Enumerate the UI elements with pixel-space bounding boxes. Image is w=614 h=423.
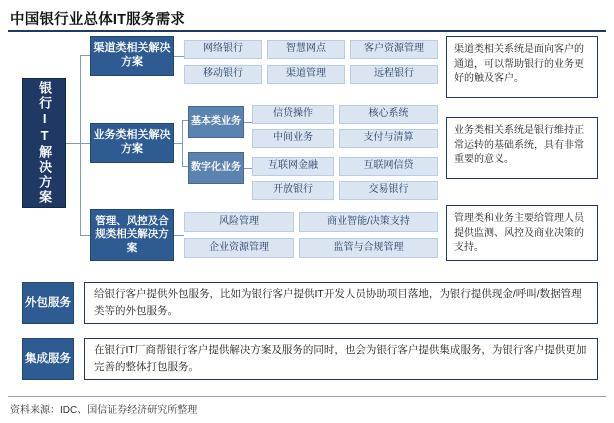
branch-tick-2 (80, 143, 90, 144)
root-node (22, 78, 66, 208)
branch-2-sub0-item-0-label: 信贷操作 (273, 108, 313, 120)
branch-1-label: 渠道类相关解决方案 (93, 42, 171, 68)
branch-1-item-3 (184, 65, 262, 84)
branch-3-note (446, 205, 598, 261)
branch-2-sub0-item-1-label: 核心系统 (368, 108, 409, 120)
branch-spine (80, 55, 81, 143)
service-1-node (22, 282, 74, 324)
service-1-label: 外包服务 (25, 296, 71, 309)
branch-3-label: 管理、风控及合规类相关解决方案 (95, 215, 169, 254)
branch-3-note-text: 管理类和业务主要给管理人员提供监测、风控及商业决策的支持。 (454, 213, 584, 253)
branch-2-subgroup-0-label: 基本类业务 (191, 115, 241, 127)
branch-tick-3 (80, 235, 90, 236)
branch-1-item-4 (267, 65, 345, 84)
branch-2-sub1-connector (244, 168, 252, 169)
branch-2-sub1-item-1 (339, 157, 438, 176)
branch-2-sub0-connector (244, 122, 252, 123)
branch-spine-lower (80, 143, 81, 235)
branch-1-item-3-label: 移动银行 (203, 68, 243, 80)
branch-3-item-1-label: 商业智能/决策支持 (327, 215, 410, 227)
service-2-note-text: 在银行IT厂商帮银行客户提供解决方案及服务的同时，也会为银行客户提供集成服务，为银行客户提供更加完善的整体打包服务。 (94, 344, 587, 373)
branch-2-note (446, 117, 598, 179)
service-2-note (84, 338, 598, 380)
branch-1-note-text: 渠道类相关系统是面向客户的通道，可以帮助银行的业务更好的触及客户。 (454, 44, 584, 84)
branch-3-item-0-label: 风险管理 (219, 215, 259, 227)
branch-1-item-1-label: 智慧网点 (286, 43, 326, 55)
branch-2-sub1-item-2 (252, 181, 334, 200)
source-note: 资料来源：IDC、国信证券经济研究所整理 (10, 405, 198, 416)
branch-1-item-5-label: 远程银行 (374, 68, 414, 80)
branch-2-sub0-item-3-label: 支付与清算 (363, 132, 414, 144)
service-2-label: 集成服务 (25, 352, 71, 365)
service-1-note-text: 给银行客户提供外包服务，比如为银行客户提供IT开发人员协助项目落地，为银行提供现金/呼叫/数据管理类等的外包服务。 (94, 288, 582, 317)
branch-1-node (90, 36, 174, 76)
branch-3-item-3 (299, 238, 438, 258)
branch-tick-1 (80, 55, 90, 56)
footer-divider (8, 396, 606, 397)
branch-2-sub1-item-3 (339, 181, 438, 200)
root-connector (66, 143, 80, 144)
title-divider (8, 30, 606, 32)
branch-1-note (446, 36, 598, 98)
branch-3-item-3-label: 监管与合规管理 (333, 241, 404, 253)
service-2-node (22, 338, 74, 380)
branch-2-sub0-item-2-label: 中间业务 (273, 132, 313, 144)
branch-2-sub1-item-0 (252, 157, 334, 176)
service-1-note (84, 282, 598, 324)
branch-2-sub1-item-2-label: 开放银行 (273, 184, 313, 196)
branch-3-connector (174, 235, 184, 236)
branch-2-note-text: 业务类相关系统是银行维持正常运转的基础系统，具有非常重要的意义。 (454, 125, 584, 165)
branch-2-sub0-item-2 (252, 129, 334, 148)
branch-1-item-2 (350, 40, 438, 59)
branch-2-connector (174, 143, 182, 144)
branch-3-item-1 (299, 212, 438, 232)
branch-3-item-0 (184, 212, 294, 232)
branch-2-node (90, 123, 174, 163)
branch-1-item-2-label: 客户资源管理 (364, 43, 424, 55)
branch-2-sub0-item-1 (339, 105, 438, 124)
branch-1-connector (174, 56, 184, 57)
branch-2-spine (182, 120, 183, 166)
branch-2-sub1-item-3-label: 交易银行 (368, 184, 409, 196)
branch-2-subgroup-1-node (188, 152, 244, 184)
branch-2-sub1-item-1-label: 互联网信贷 (363, 160, 414, 172)
branch-2-sub0-item-0 (252, 105, 334, 124)
branch-1-item-4-label: 渠道管理 (286, 68, 326, 80)
branch-2-sub1-item-0-label: 互联网金融 (268, 160, 318, 172)
branch-1-item-0 (184, 40, 262, 59)
root-node-label: 银行IT解决方案 (37, 81, 53, 205)
branch-2-label: 业务类相关解决方案 (93, 129, 171, 155)
branch-3-node (90, 209, 174, 261)
branch-2-sub0-item-3 (339, 129, 438, 148)
branch-1-item-1 (267, 40, 345, 59)
branch-1-item-5 (350, 65, 438, 84)
branch-2-subgroup-0-node (188, 106, 244, 138)
branch-1-item-0-label: 网络银行 (203, 43, 243, 55)
branch-2-subgroup-1-label: 数字化业务 (191, 161, 241, 173)
branch-3-item-2-label: 企业资源管理 (209, 241, 269, 253)
branch-3-item-2 (184, 238, 294, 258)
page-title: 中国银行业总体IT服务需求 (10, 12, 185, 28)
